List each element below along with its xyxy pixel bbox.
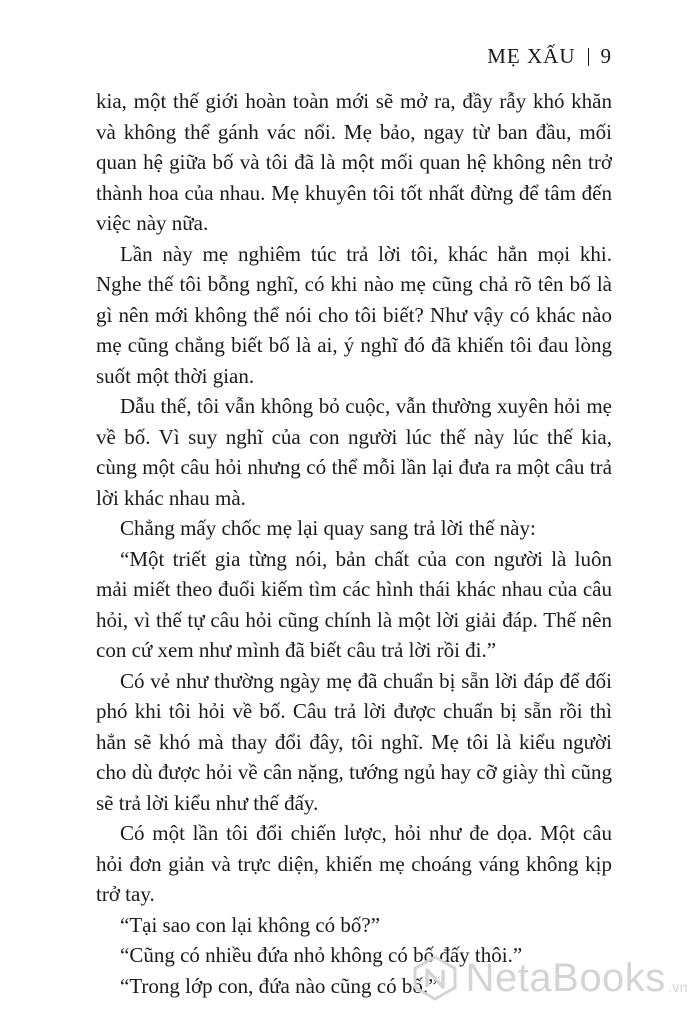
dialogue-line: “Cũng có nhiều đứa nhỏ không có bố đấy thôi.” [120,943,523,967]
watermark-brand: NetaBooks [465,955,666,1000]
watermark [412,955,688,1001]
page-number: 9 [600,44,612,68]
chapter-title: MẸ XẤU [487,44,576,68]
body-text [96,86,612,1001]
quote-paragraph: “Một triết gia từng nói, bản chất của con người là luôn mải miết theo đuổi kiếm tìm các hình thái khác nhau của câu hỏi, vì thế tự câu hỏi cũng chính là một lời giải đáp. Thế nên con cứ xem như mình đã biết câu trả lời rồi đi.” [96,546,612,662]
paragraph-continued: kia, một thế giới hoàn toàn mới sẽ mở ra, đầy rẫy khó khăn và không thể gánh vác nổi. Mẹ bảo, ngay từ ban đầu, mối quan hệ giữa bố và tôi đã là một mối quan hệ không nên trở thành hoa của nhau. Mẹ khuyên tôi tốt nhất đừng để tâm đến việc này nữa. [96,89,612,235]
paragraph: Dẫu thế, tôi vẫn không bỏ cuộc, vẫn thường xuyên hỏi mẹ về bố. Vì suy nghĩ của con người lúc thế này lúc thế kia, cùng một câu hỏi nhưng có thể mỗi lần lại đưa ra một câu trả lời khác nhau mà. [96,394,612,510]
dialogue-line: “Trong lớp con, đứa nào cũng có bố.” [120,973,438,998]
netabooks-logo-icon [412,955,458,1001]
header-separator [588,48,589,66]
paragraph: Lần này mẹ nghiêm túc trả lời tôi, khác hẳn mọi khi. Nghe thế tôi bỗng nghĩ, có khi nào mẹ cũng chả rõ tên bố là gì nên mới không thể nói cho tôi biết? Như vậy có khác nào mẹ cũng chẳng biết bố là ai, ý nghĩ đó đã khiến tôi đau lòng suốt một thời gian. [96,241,612,388]
paragraph: Có một lần tôi đổi chiến lược, hỏi như đe dọa. Một câu hỏi đơn giản và trực diện, khiến mẹ choáng váng không kịp trở tay. [96,821,612,906]
dialogue-line: “Tại sao con lại không có bố?” [120,912,381,937]
watermark-suffix: .vn [667,979,688,995]
paragraph: Chẳng mấy chốc mẹ lại quay sang trả lời thế này: [120,516,536,540]
running-header [487,44,612,69]
paragraph: Có vẻ như thường ngày mẹ đã chuẩn bị sẵn lời đáp để đối phó khi tôi hỏi về bố. Câu trả lời được chuẩn bị sẵn rồi thì hẳn sẽ khó mà thay đổi đây, tôi nghĩ. Mẹ tôi là kiểu người cho dù được hỏi về cân nặng, tướng ngủ hay cỡ giày thì cũng sẽ trả lời kiểu như thế đấy. [96,668,612,815]
